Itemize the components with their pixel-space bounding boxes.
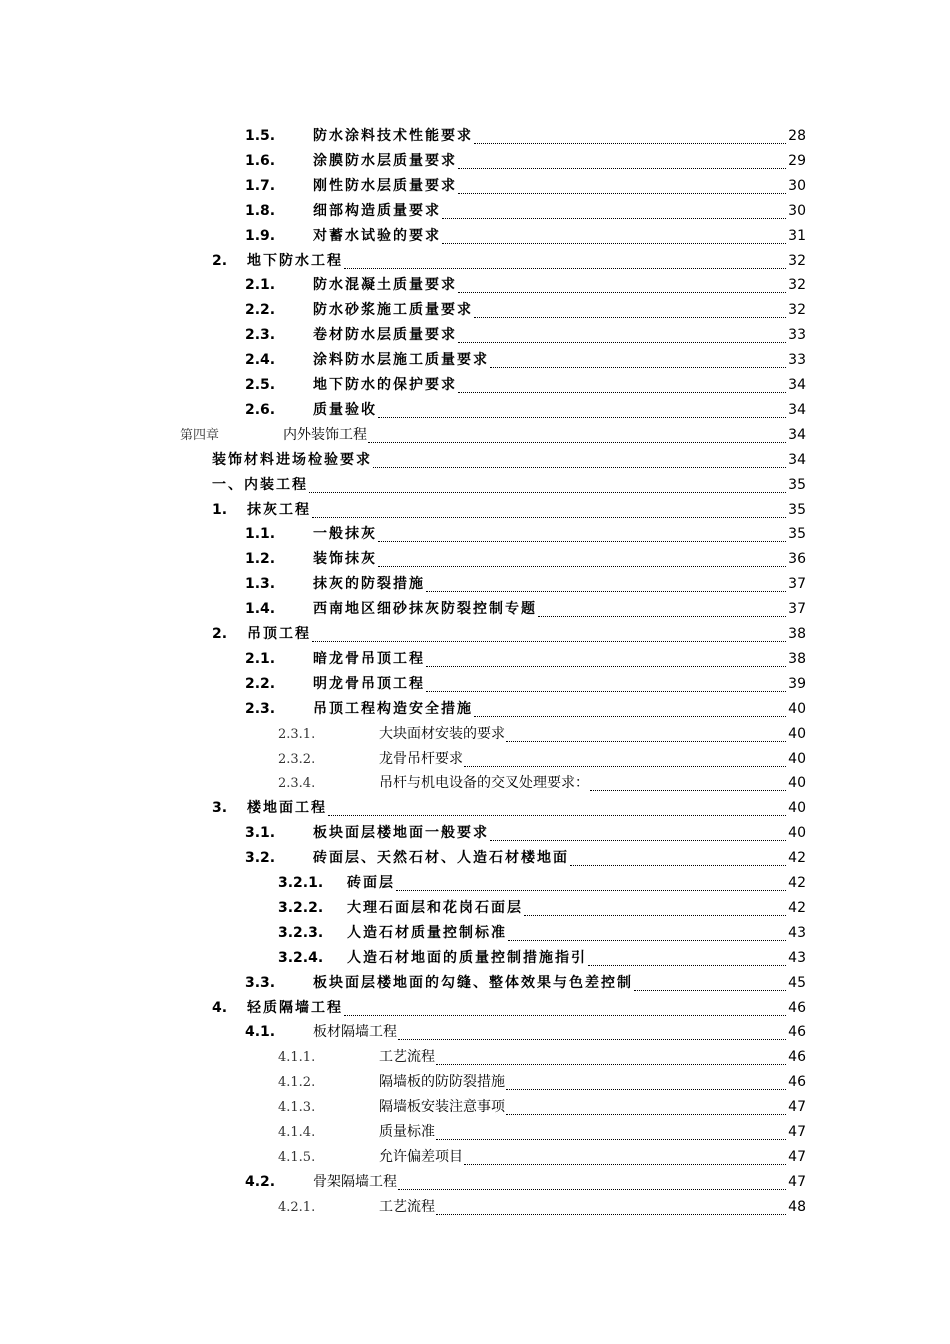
toc-entry-page-number: 46 <box>788 1074 806 1091</box>
toc-entry-number: 4.2. <box>245 1173 276 1190</box>
dot-leader <box>426 666 786 667</box>
dot-leader <box>378 417 786 418</box>
dot-leader <box>506 741 786 742</box>
dot-leader <box>328 815 786 816</box>
toc-entry[interactable] <box>278 1146 806 1168</box>
toc-entry-title: 防水混凝土质量要求 <box>313 277 457 294</box>
dot-leader <box>368 442 786 443</box>
dot-leader <box>398 1189 786 1190</box>
toc-entry-number: 2.3. <box>245 700 276 717</box>
toc-entry-title: 大理石面层和花岗石面层 <box>347 899 523 916</box>
toc-entry-number: 2.3.2. <box>278 751 316 767</box>
dot-leader <box>490 367 786 368</box>
toc-entry[interactable] <box>245 399 806 421</box>
toc-entry-page-number: 46 <box>788 1024 806 1041</box>
toc-entry[interactable] <box>212 474 806 496</box>
toc-entry[interactable] <box>278 1071 806 1093</box>
toc-entry-page-number: 47 <box>788 1099 806 1116</box>
dot-leader <box>474 317 786 318</box>
toc-entry-title: 对蓄水试验的要求 <box>313 227 441 244</box>
dot-leader <box>458 392 786 393</box>
toc-entry-number: 1.8. <box>245 202 276 219</box>
toc-entry-page-number: 30 <box>788 177 806 194</box>
toc-entry-page-number: 35 <box>788 476 806 493</box>
dot-leader <box>378 566 786 567</box>
toc-entry[interactable] <box>278 922 806 944</box>
toc-entry[interactable] <box>245 648 806 670</box>
dot-leader <box>570 865 786 866</box>
toc-entry[interactable] <box>278 897 806 919</box>
dot-leader <box>506 1089 786 1090</box>
toc-entry-page-number: 38 <box>788 650 806 667</box>
toc-entry-title: 骨架隔墙工程 <box>313 1173 397 1190</box>
toc-entry-page-number: 40 <box>788 825 806 842</box>
toc-entry-title: 装饰抹灰 <box>313 551 377 568</box>
toc-entry-title: 隔墙板安装注意事项 <box>379 1099 505 1116</box>
dot-leader <box>344 268 786 269</box>
toc-entry[interactable] <box>278 947 806 969</box>
toc-entry-page-number: 46 <box>788 1049 806 1066</box>
toc-entry-title: 一、内装工程 <box>212 476 308 493</box>
toc-entry-number: 2. <box>212 626 228 642</box>
dot-leader <box>458 193 786 194</box>
toc-entry-title: 砖面层、天然石材、人造石材楼地面 <box>313 850 569 867</box>
toc-entry-page-number: 37 <box>788 601 806 618</box>
dot-leader <box>373 467 786 468</box>
toc-entry[interactable] <box>212 449 806 471</box>
dot-leader <box>458 342 786 343</box>
toc-entry-number: 3. <box>212 800 228 817</box>
toc-entry-page-number: 32 <box>788 252 806 269</box>
toc-entry-page-number: 42 <box>788 850 806 867</box>
toc-entry-page-number: 36 <box>788 551 806 568</box>
dot-leader <box>312 641 786 642</box>
toc-entry[interactable] <box>245 972 806 994</box>
toc-entry-number: 1.7. <box>245 177 276 194</box>
dot-leader <box>436 1214 786 1215</box>
toc-entry-title: 允许偏差项目 <box>379 1148 463 1165</box>
toc-entry-title: 一般抹灰 <box>313 526 377 543</box>
toc-entry[interactable] <box>245 274 806 296</box>
toc-entry-title: 地下防水工程 <box>247 252 343 269</box>
toc-entry-page-number: 34 <box>788 401 806 418</box>
toc-entry[interactable] <box>212 250 806 272</box>
toc-entry-number: 2.3.4. <box>278 776 316 792</box>
toc-entry[interactable] <box>278 1196 806 1218</box>
toc-entry[interactable] <box>278 872 806 894</box>
toc-entry-number: 4.1. <box>245 1024 276 1041</box>
toc-entry[interactable] <box>245 225 806 247</box>
toc-entry-page-number: 40 <box>788 800 806 817</box>
toc-entry[interactable] <box>245 1021 806 1043</box>
toc-entry-page-number: 47 <box>788 1148 806 1165</box>
toc-entry-page-number: 33 <box>788 352 806 369</box>
toc-entry-page-number: 43 <box>788 949 806 966</box>
toc-entry[interactable] <box>245 573 806 595</box>
toc-entry[interactable] <box>245 200 806 222</box>
toc-entry-page-number: 34 <box>788 451 806 468</box>
toc-entry[interactable] <box>212 797 806 819</box>
toc-entry-title: 防水砂浆施工质量要求 <box>313 302 473 319</box>
toc-entry-number: 3.2.4. <box>278 949 324 966</box>
toc-entry-number: 4.1.4. <box>278 1125 316 1140</box>
toc-entry[interactable] <box>180 424 806 446</box>
dot-leader <box>458 292 786 293</box>
dot-leader <box>524 915 786 916</box>
dot-leader <box>590 790 786 791</box>
dot-leader <box>312 517 786 518</box>
dot-leader <box>458 168 786 169</box>
dot-leader <box>398 1039 786 1040</box>
dot-leader <box>396 890 786 891</box>
toc-entry-title: 板材隔墙工程 <box>313 1024 397 1041</box>
toc-entry-page-number: 32 <box>788 302 806 319</box>
toc-entry-number: 2.2. <box>245 675 276 692</box>
dot-leader <box>634 990 786 991</box>
toc-entry[interactable] <box>278 772 806 794</box>
dot-leader <box>426 691 786 692</box>
toc-entry-page-number: 48 <box>788 1198 806 1215</box>
dot-leader <box>508 940 786 941</box>
toc-entry-number: 2.5. <box>245 377 276 393</box>
toc-entry-title: 板块面层楼地面一般要求 <box>313 825 489 842</box>
toc-entry[interactable] <box>245 349 806 371</box>
toc-entry-title: 装饰材料进场检验要求 <box>212 451 372 468</box>
toc-entry-title: 刚性防水层质量要求 <box>313 177 457 194</box>
toc-entry-page-number: 38 <box>788 626 806 642</box>
toc-entry-page-number: 29 <box>788 152 806 169</box>
toc-entry-title: 工艺流程 <box>379 1198 435 1215</box>
toc-entry-title: 吊顶工程 <box>247 626 311 642</box>
toc-entry-page-number: 35 <box>788 526 806 543</box>
toc-entry-number: 1.9. <box>245 227 276 244</box>
toc-entry-number: 3.2.2. <box>278 899 324 916</box>
toc-entry-number: 4.1.2. <box>278 1075 316 1091</box>
toc-entry-number: 1.1. <box>245 526 276 543</box>
toc-entry-page-number: 42 <box>788 899 806 916</box>
toc-entry-page-number: 28 <box>788 128 806 144</box>
toc-entry[interactable] <box>245 150 806 172</box>
toc-entry-title: 工艺流程 <box>379 1049 435 1066</box>
toc-entry-title: 大块面材安装的要求 <box>379 725 505 742</box>
toc-entry[interactable] <box>245 523 806 545</box>
dot-leader <box>464 766 786 767</box>
toc-entry-title: 板块面层楼地面的勾缝、整体效果与色差控制 <box>313 974 633 991</box>
toc-entry-page-number: 34 <box>788 377 806 393</box>
toc-entry-number: 1.3. <box>245 576 276 593</box>
toc-entry-page-number: 40 <box>788 750 806 767</box>
toc-entry[interactable] <box>278 723 806 745</box>
toc-entry-page-number: 34 <box>788 426 806 443</box>
dot-leader <box>490 840 786 841</box>
toc-entry[interactable] <box>245 299 806 321</box>
toc-entry-number: 2.1. <box>245 277 276 294</box>
dot-leader <box>474 716 786 717</box>
toc-entry-title: 卷材防水层质量要求 <box>313 327 457 344</box>
toc-entry[interactable] <box>212 623 806 645</box>
toc-entry-number: 1.5. <box>245 128 276 144</box>
toc-entry[interactable] <box>245 598 806 620</box>
toc-entry-page-number: 31 <box>788 227 806 244</box>
toc-entry-number: 第四章 <box>180 427 220 443</box>
toc-entry-page-number: 40 <box>788 725 806 742</box>
dot-leader <box>378 541 786 542</box>
toc-entry-page-number: 43 <box>788 924 806 941</box>
dot-leader <box>344 1015 786 1016</box>
toc-entry-number: 2. <box>212 252 228 269</box>
toc-entry-page-number: 30 <box>788 202 806 219</box>
toc-entry-number: 3.2.1. <box>278 875 324 891</box>
toc-entry-number: 1. <box>212 501 228 518</box>
toc-entry-title: 防水涂料技术性能要求 <box>313 128 473 144</box>
toc-entry-title: 人造石材质量控制标准 <box>347 924 507 941</box>
toc-entry-title: 隔墙板的防防裂措施 <box>379 1074 505 1091</box>
toc-entry[interactable] <box>245 847 806 869</box>
toc-entry-title: 轻质隔墙工程 <box>247 999 343 1016</box>
toc-entry[interactable] <box>245 324 806 346</box>
toc-entry[interactable] <box>278 1096 806 1118</box>
toc-entry-title: 质量标准 <box>379 1124 435 1140</box>
toc-entry[interactable] <box>212 997 806 1019</box>
toc-entry-page-number: 37 <box>788 576 806 593</box>
toc-entry-title: 砖面层 <box>347 875 395 891</box>
toc-entry[interactable] <box>212 499 806 521</box>
toc-entry-number: 2.2. <box>245 302 276 319</box>
toc-entry-title: 明龙骨吊顶工程 <box>313 675 425 692</box>
toc-entry-number: 3.3. <box>245 974 276 991</box>
dot-leader <box>506 1114 786 1115</box>
toc-entry[interactable] <box>278 1121 806 1143</box>
dot-leader <box>474 143 786 144</box>
toc-entry-title: 暗龙骨吊顶工程 <box>313 650 425 667</box>
toc-entry[interactable] <box>245 175 806 197</box>
toc-entry-title: 质量验收 <box>313 401 377 418</box>
toc-entry-number: 2.1. <box>245 650 276 667</box>
toc-entry-title: 涂膜防水层质量要求 <box>313 152 457 169</box>
dot-leader <box>538 616 786 617</box>
toc-entry-number: 4.2.1. <box>278 1199 316 1215</box>
dot-leader <box>442 218 786 219</box>
toc-entry-page-number: 46 <box>788 999 806 1016</box>
dot-leader <box>588 965 786 966</box>
toc-entry-number: 3.2. <box>245 850 276 867</box>
toc-entry-number: 2.3. <box>245 327 276 344</box>
toc-entry-number: 3.2.3. <box>278 924 324 941</box>
toc-entry-number: 3.1. <box>245 825 276 842</box>
toc-entry-number: 4. <box>212 999 228 1016</box>
dot-leader <box>436 1139 786 1140</box>
dot-leader <box>436 1064 786 1065</box>
toc-entry-title: 地下防水的保护要求 <box>313 377 457 393</box>
toc-entry[interactable] <box>245 822 806 844</box>
toc-entry[interactable] <box>245 698 806 720</box>
toc-entry-title: 内外装饰工程 <box>283 426 367 443</box>
dot-leader <box>426 591 786 592</box>
toc-entry[interactable] <box>245 1171 806 1193</box>
toc-entry[interactable] <box>245 673 806 695</box>
toc-entry-title: 涂料防水层施工质量要求 <box>313 352 489 369</box>
toc-entry-title: 吊顶工程构造安全措施 <box>313 700 473 717</box>
toc-entry-page-number: 33 <box>788 327 806 344</box>
dot-leader <box>442 243 786 244</box>
toc-entry-number: 4.1.3. <box>278 1100 316 1116</box>
toc-entry-title: 楼地面工程 <box>247 800 327 817</box>
toc-entry-title: 西南地区细砂抹灰防裂控制专题 <box>313 601 537 618</box>
dot-leader <box>309 492 786 493</box>
toc-entry-page-number: 42 <box>788 875 806 891</box>
toc-entry-page-number: 40 <box>788 775 806 792</box>
toc-entry-page-number: 39 <box>788 675 806 692</box>
toc-entry-number: 4.1.1. <box>278 1050 316 1066</box>
toc-entry-page-number: 47 <box>788 1124 806 1140</box>
toc-entry-page-number: 35 <box>788 501 806 518</box>
toc-entry-title: 抹灰的防裂措施 <box>313 576 425 593</box>
toc-entry-page-number: 32 <box>788 277 806 294</box>
toc-entry-number: 2.4. <box>245 352 276 369</box>
toc-entry-page-number: 47 <box>788 1173 806 1190</box>
toc-entry[interactable] <box>245 374 806 396</box>
toc-entry-number: 4.1.5. <box>278 1149 316 1165</box>
toc-entry-number: 1.2. <box>245 551 276 568</box>
toc-entry-number: 1.4. <box>245 601 276 618</box>
toc-entry-page-number: 45 <box>788 974 806 991</box>
toc-entry-title: 人造石材地面的质量控制措施指引 <box>347 949 587 966</box>
toc-entry-title: 吊杆与机电设备的交叉处理要求： <box>379 775 589 792</box>
toc-entry-page-number: 40 <box>788 700 806 717</box>
toc-entry[interactable] <box>245 125 806 147</box>
toc-entry[interactable] <box>245 548 806 570</box>
dot-leader <box>464 1164 786 1165</box>
toc-entry-title: 细部构造质量要求 <box>313 202 441 219</box>
toc-entry-title: 龙骨吊杆要求 <box>379 750 463 767</box>
toc-entry[interactable] <box>278 748 806 770</box>
toc-entry-title: 抹灰工程 <box>247 501 311 518</box>
toc-entry-number: 2.6. <box>245 401 276 418</box>
toc-entry-number: 2.3.1. <box>278 726 316 742</box>
toc-entry-number: 1.6. <box>245 152 276 169</box>
toc-entry[interactable] <box>278 1046 806 1068</box>
